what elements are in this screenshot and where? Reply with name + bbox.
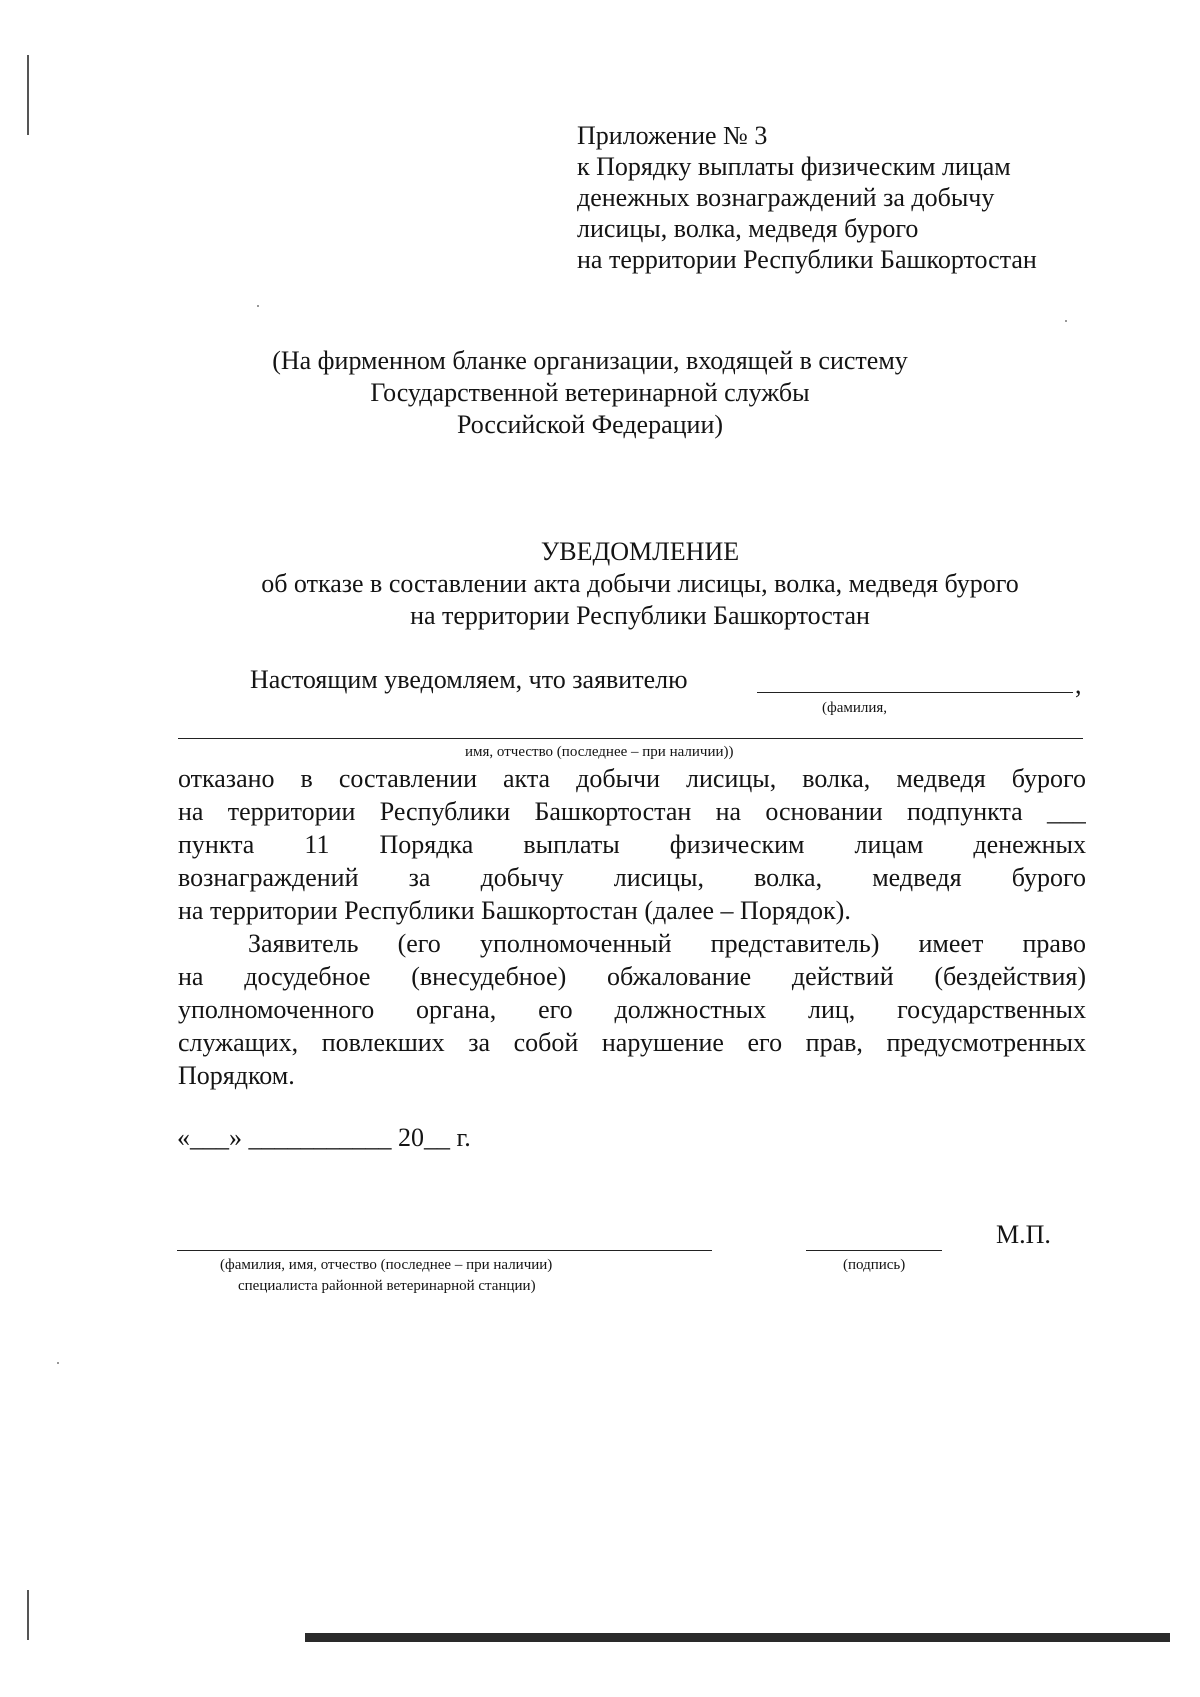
scan-speck xyxy=(257,305,259,307)
body-paragraph-line: Порядком. xyxy=(178,1061,295,1090)
scan-edge-mark xyxy=(27,55,29,135)
notice-body xyxy=(178,762,1086,1092)
document-title: УВЕДОМЛЕНИЕ xyxy=(540,537,740,566)
appendix-line: денежных вознаграждений за добычу xyxy=(577,183,995,212)
appendix-line: Приложение № 3 xyxy=(577,121,768,150)
specialist-name-hint: (фамилия, имя, отчество (последнее – при наличии) xyxy=(220,1257,553,1273)
appendix-header xyxy=(577,120,1037,275)
body-paragraph-line: на территории Республики Башкортостан (далее – Порядок). xyxy=(178,896,851,925)
body-paragraph-line: Заявитель (его уполномоченный представитель) имеет право xyxy=(248,929,1086,958)
body-paragraph-line: на досудебное (внесудебное) обжалование действий (бездействия) xyxy=(178,962,1086,991)
body-paragraph-line: служащих, повлекших за собой нарушение его прав, предусмотренных xyxy=(178,1028,1086,1057)
letterhead-line: (На фирменном бланке организации, входящей в систему xyxy=(272,346,908,375)
document-subtitle: об отказе в составлении акта добычи лисицы, волка, медведя бурого xyxy=(261,569,1019,598)
letterhead-line: Государственной ветеринарной службы xyxy=(370,378,810,407)
date-field[interactable]: «___» ___________ 20__ г. xyxy=(177,1123,471,1152)
applicant-full-name-field[interactable] xyxy=(178,738,1083,739)
stamp-place-label: М.П. xyxy=(996,1220,1051,1249)
body-paragraph-line: пункта 11 Порядка выплаты физическим лицам денежных xyxy=(178,830,1086,859)
body-paragraph-line: на территории Республики Башкортостан на основании подпункта ___ xyxy=(178,797,1086,826)
appendix-line: к Порядку выплаты физическим лицам xyxy=(577,152,1011,181)
notice-intro: Настоящим уведомляем, что заявителю xyxy=(250,665,688,694)
document-subtitle: на территории Республики Башкортостан xyxy=(410,601,870,630)
appendix-line: лисицы, волка, медведя бурого xyxy=(577,214,919,243)
scan-edge-mark xyxy=(27,1590,29,1640)
intro-comma: , xyxy=(1075,670,1082,699)
applicant-hint-name: имя, отчество (последнее – при наличии)) xyxy=(465,744,734,760)
specialist-name-field[interactable] xyxy=(177,1250,712,1251)
scan-speck xyxy=(1065,320,1067,322)
specialist-name-hint: специалиста районной ветеринарной станции) xyxy=(238,1278,536,1294)
applicant-surname-field[interactable] xyxy=(757,692,1073,693)
letterhead-note xyxy=(180,345,1000,441)
body-paragraph-line: уполномоченного органа, его должностных лиц, государственных xyxy=(178,995,1086,1024)
applicant-hint-surname: (фамилия, xyxy=(822,700,888,716)
scan-bottom-edge xyxy=(305,1633,1170,1642)
signature-field[interactable] xyxy=(806,1250,942,1251)
scan-speck xyxy=(57,1362,59,1364)
appendix-line: на территории Республики Башкортостан xyxy=(577,245,1037,274)
letterhead-line: Российской Федерации) xyxy=(456,410,724,439)
body-paragraph-line: отказано в составлении акта добычи лисицы, волка, медведя бурого xyxy=(178,764,1086,793)
document-title-block xyxy=(150,536,1130,632)
signature-hint: (подпись) xyxy=(843,1257,906,1273)
body-paragraph-line: вознаграждений за добычу лисицы, волка, медведя бурого xyxy=(178,863,1086,892)
